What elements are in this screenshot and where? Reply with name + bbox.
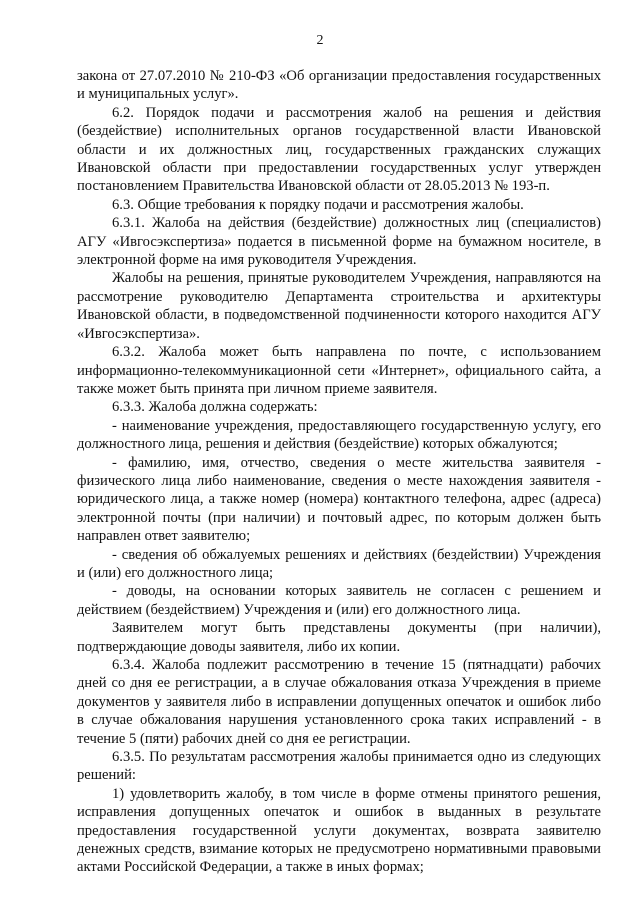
paragraph: 6.3.1. Жалоба на действия (бездействие) должностных лиц (специалистов) АГУ «Ивгосэкспертиза» подается в письменной форме на бумажном носителе, в электронной форме на имя руководителя Учреждения. — [77, 215, 601, 269]
paragraph: 6.3.2. Жалоба может быть направлена по почте, с использованием информационно-телекоммуникационной сети «Интернет», официального сайта, а также может быть принята при личном приеме заявителя. — [77, 344, 601, 397]
paragraph: закона от 27.07.2010 № 210-ФЗ «Об организации предоставления государственных и муниципальных услуг». — [77, 68, 601, 103]
page-number: 2 — [316, 33, 324, 48]
list-item: - наименование учреждения, предоставляющего государственную услугу, его должностного лица, решения и действия (бездействие) которых обжалуются; — [77, 417, 601, 453]
paragraph: 6.3. Общие требования к порядку подачи и рассмотрения жалобы. — [112, 196, 524, 213]
paragraph: 6.3.3. Жалоба должна содержать: — [112, 399, 318, 416]
list-item: - доводы, на основании которых заявитель не согласен с решением и действием (бездействием) Учреждения и (или) его должностного лица. — [77, 583, 601, 618]
list-item: - фамилию, имя, отчество, сведения о месте жительства заявителя - физического лица либо наименование, сведения о месте нахождения заявителя - юридического лица, а также номер (номера) контактного телефона, адрес (адреса) электронной почты (при наличии) и почтовый адрес, по которым должен быть направлен ответ заявителю; — [77, 454, 601, 545]
paragraph: 6.3.5. По результатам рассмотрения жалобы принимается одно из следующих решений: — [77, 749, 601, 784]
list-item: - сведения об обжалуемых решениях и действиях (бездействии) Учреждения и (или) его должностного лица; — [77, 546, 601, 581]
list-item: 1) удовлетворить жалобу, в том числе в форме отмены принятого решения, исправления допущенных опечаток и ошибок в выданных в результате предоставления государственной услуги документах, возврата заявителю денежных средств, взимание которых не предусмотрено нормативными правовыми актами Российской Федерации, а также в иных формах; — [77, 785, 601, 876]
paragraph: 6.2. Порядок подачи и рассмотрения жалоб на решения и действия (бездействие) исполнительных органов государственной власти Ивановской области и их должностных лиц, государственных гражданских служащих Ивановской области при предоставлении государственных услуг утвержден постановлением Правительства Ивановской области от 28.05.2013 № 193-п. — [77, 104, 601, 195]
paragraph: 6.3.4. Жалоба подлежит рассмотрению в течение 15 (пятнадцати) рабочих дней со дня ее регистрации, а в случае обжалования отказа Учреждения в приеме документов у заявителя либо в исправлении допущенных опечаток и ошибок либо в случае обжалования нарушения установленного срока таких исправлений - в течение 5 (пяти) рабочих дней со дня ее регистрации. — [77, 657, 601, 747]
document-body — [77, 67, 601, 877]
paragraph: Заявителем могут быть представлены документы (при наличии), подтверждающие доводы заявителя, либо их копии. — [77, 620, 601, 655]
paragraph: Жалобы на решения, принятые руководителем Учреждения, направляются на рассмотрение руководителю Департамента строительства и архитектуры Ивановской области, в подведомственной подчиненности которого находится АГУ «Ивгосэкспертиза». — [77, 270, 601, 342]
